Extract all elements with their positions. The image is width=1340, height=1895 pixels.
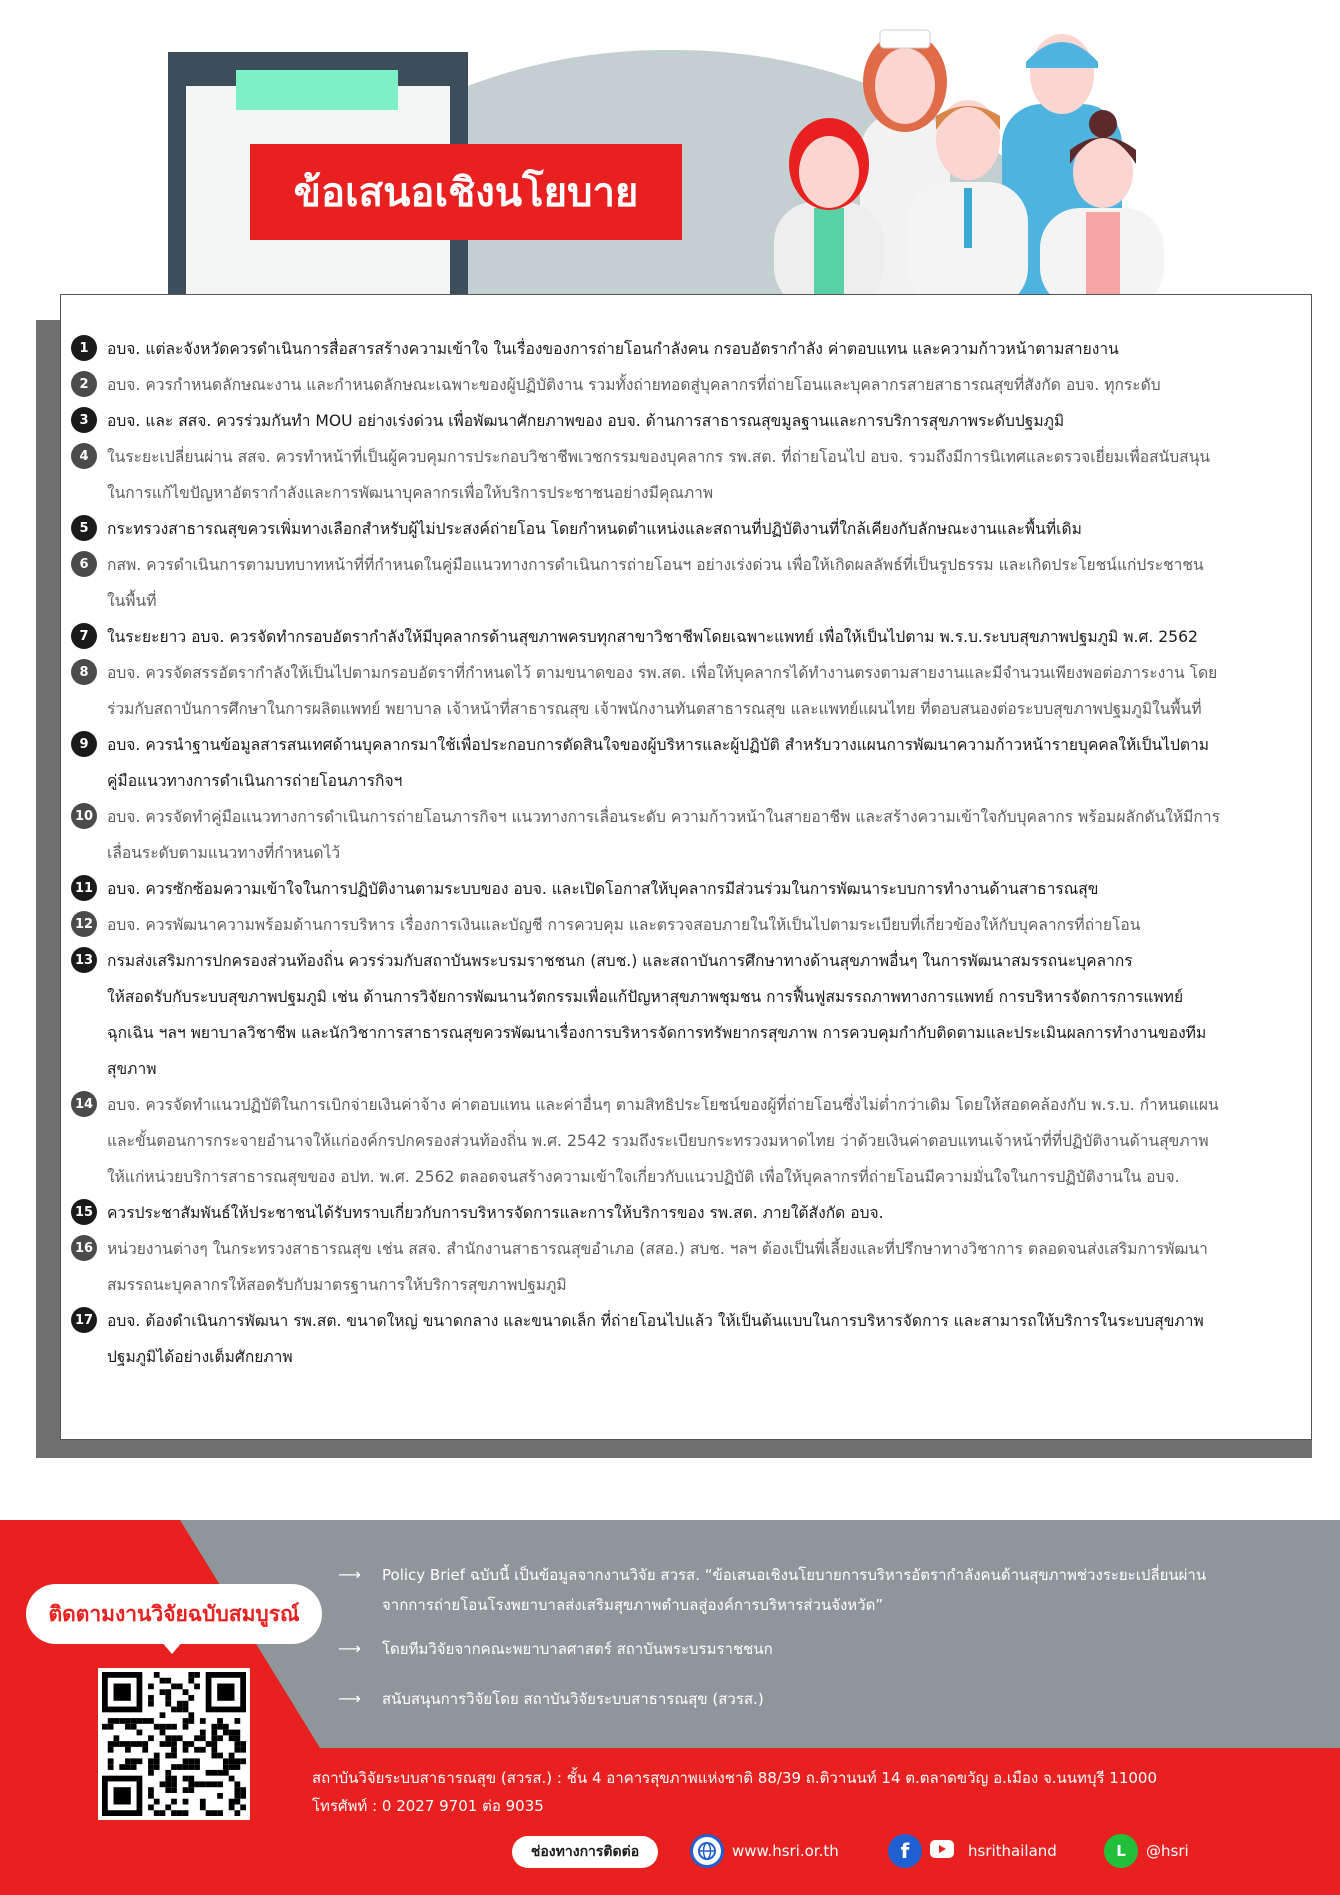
policy-item-text	[107, 331, 1297, 367]
policy-item-text	[107, 655, 1297, 727]
address-line: สถาบันวิจัยระบบสาธารณสุข (สวรส.) : ชั้น 4 อาคารสุขภาพแห่งชาติ 88/39 ถ.ติวานนท์ 14 ต.ตลาดขวัญ อ.เมือง จ.นนทบุรี 11000	[312, 1769, 1158, 1787]
policy-item-line: อบจ. ควรซักซ้อมความเข้าใจในการปฏิบัติงานตามระบบของ อบจ. และเปิดโอกาสให้บุคลากรมีส่วนร่วมในการพัฒนาระบบการทำงานด้านสาธารณสุข	[107, 880, 1099, 898]
policy-item-line: อบจ. ควรกำหนดลักษณะงาน และกำหนดลักษณะเฉพาะของผู้ปฏิบัติงาน รวมทั้งถ่ายทอดสู่บุคลากรที่ถ่ายโอนและบุคลากรสายสาธารณสุขที่สังกัด อบจ. ทุกระดับ	[107, 376, 1161, 394]
policy-item-15	[71, 1195, 1297, 1231]
policy-item-text	[107, 1303, 1297, 1375]
policy-item-line: อบจ. ควรจัดทำคู่มือแนวทางการดำเนินการถ่ายโอนภารกิจฯ แนวทางการเลื่อนระดับ ความก้าวหน้าในสายอาชีพ และสร้างความเข้าใจกับบุคลากร พร้อมผลักดันให้มีการ	[107, 808, 1221, 826]
follow-research-button[interactable]	[26, 1584, 322, 1644]
policy-item-line: กสพ. ควรดำเนินการตามบทบาทหน้าที่ที่กำหนดในคู่มือแนวทางการดำเนินการถ่ายโอนฯ อย่างเร่งด่วน เพื่อให้เกิดผลลัพธ์ที่เป็นรูปธรรม และเกิดประโยชน์แก่ประชาชน	[107, 556, 1204, 574]
clipboard-clip	[236, 70, 398, 110]
follow-research-label: ติดตามงานวิจัยฉบับสมบูรณ์	[48, 1601, 300, 1626]
item-number-badge: 2	[71, 371, 97, 397]
globe-icon[interactable]	[690, 1834, 724, 1868]
policy-item-line: กระทรวงสาธารณสุขควรเพิ่มทางเลือกสำหรับผู้ไม่ประสงค์ถ่ายโอน โดยกำหนดตำแหน่งและสถานที่ปฏิบัติงานที่ใกล้เคียงกับลักษณะงานและพื้นที่เดิม	[107, 520, 1082, 538]
item-number-badge: 1	[71, 335, 97, 361]
policy-item-10	[71, 799, 1297, 871]
policy-item-line: ควรประชาสัมพันธ์ให้ประชาชนได้รับทราบเกี่ยวกับการบริหารจัดการและการให้บริการของ รพ.สต. ภายใต้สังกัด อบจ.	[107, 1204, 884, 1222]
policy-items-list	[71, 331, 1297, 1375]
social-handle-link[interactable]: hsrithailand	[968, 1842, 1057, 1860]
policy-item-text	[107, 1087, 1297, 1195]
brief-line-3	[338, 1684, 764, 1714]
policy-item-1	[71, 331, 1297, 367]
line-id-link[interactable]: @hsri	[1146, 1842, 1189, 1860]
policy-item-text	[107, 547, 1297, 619]
policy-item-text	[107, 619, 1297, 655]
arrow-right-icon: ⟶	[338, 1639, 361, 1658]
policy-item-7	[71, 619, 1297, 655]
policy-item-line: ในการแก้ไขปัญหาอัตรากำลังและการพัฒนาบุคลากรเพื่อให้บริการประชาชนอย่างมีคุณภาพ	[107, 484, 714, 502]
website-link[interactable]: www.hsri.or.th	[732, 1842, 839, 1860]
policy-item-16	[71, 1231, 1297, 1303]
policy-item-line: อบจ. ต้องดำเนินการพัฒนา รพ.สต. ขนาดใหญ่ ขนาดกลาง และขนาดเล็ก ที่ถ่ายโอนไปแล้ว ให้เป็นต้นแบบในการบริหารจัดการ และสามารถให้บริการในระบบสุขภาพ	[107, 1312, 1204, 1330]
policy-item-2	[71, 367, 1297, 403]
contact-channels-label-pill	[512, 1836, 658, 1868]
item-number-badge: 14	[71, 1091, 97, 1117]
arrow-right-icon: ⟶	[338, 1565, 361, 1584]
qr-code-icon[interactable]	[98, 1668, 250, 1820]
line-app-icon[interactable]: L	[1104, 1834, 1138, 1868]
item-number-badge: 13	[71, 947, 97, 973]
policy-item-line: สมรรถนะบุคลากรให้สอดรับกับมาตรฐานการให้บริการสุขภาพปฐมภูมิ	[107, 1276, 567, 1294]
policy-item-text	[107, 439, 1297, 511]
policy-item-line: เลื่อนระดับตามแนวทางที่กำหนดไว้	[107, 844, 341, 862]
policy-item-text	[107, 367, 1297, 403]
policy-item-text	[107, 871, 1297, 907]
policy-item-4	[71, 439, 1297, 511]
facebook-icon[interactable]: f	[888, 1834, 922, 1868]
brief-text-1a: Policy Brief ฉบับนี้ เป็นข้อมูลจากงานวิจัย สวรส. “ข้อเสนอเชิงนโยบายการบริหารอัตรากำลังคนด้านสุขภาพช่วงระยะเปลี่ยนผ่าน	[382, 1566, 1207, 1584]
policy-item-line: กรมส่งเสริมการปกครองส่วนท้องถิ่น ควรร่วมกับสถาบันพระบรมราชชนก (สบช.) และสถาบันการศึกษาทางด้านสุขภาพอื่นๆ ในการพัฒนาสมรรถนะบุคลากร	[107, 952, 1133, 970]
policy-item-text	[107, 1231, 1297, 1303]
policy-item-text	[107, 907, 1297, 943]
policy-item-12	[71, 907, 1297, 943]
item-number-badge: 4	[71, 443, 97, 469]
policy-item-line: อบจ. ควรจัดทำแนวปฏิบัติในการเบิกจ่ายเงินค่าจ้าง ค่าตอบแทน และค่าอื่นๆ ตามสิทธิประโยชน์ของผู้ที่ถ่ายโอนซึ่งไม่ต่ำกว่าเดิม โดยให้สอดคล้องกับ พ.ร.บ. กำหนดแผน	[107, 1096, 1219, 1114]
qr-code-graphic	[98, 1668, 250, 1820]
policy-item-11	[71, 871, 1297, 907]
policy-item-line: อบจ. ควรนำฐานข้อมูลสารสนเทศด้านบุคลากรมาใช้เพื่อประกอบการตัดสินใจของผู้บริหารและผู้ปฏิบัติ สำหรับวางแผนการพัฒนาความก้าวหน้ารายบุคคลให้เป็นไปตาม	[107, 736, 1210, 754]
item-number-badge: 12	[71, 911, 97, 937]
policy-item-line: หน่วยงานต่างๆ ในกระทรวงสาธารณสุข เช่น สสจ. สำนักงานสาธารณสุขอำเภอ (สสอ.) สบช. ฯลฯ ต้องเป็นพี่เลี้ยงและที่ปรึกษาทางวิชาการ ตลอดจนส่งเสริมการพัฒนา	[107, 1240, 1208, 1258]
policy-item-13	[71, 943, 1297, 1087]
policy-item-line: ให้แก่หน่วยบริการสาธารณสุขของ อปท. พ.ศ. 2562 ตลอดจนสร้างความเข้าใจเกี่ยวกับแนวปฏิบัติ เพื่อให้บุคลากรที่ถ่ายโอนมีความมั่นใจในการปฏิบัติงานใน อบจ.	[107, 1168, 1180, 1186]
item-number-badge: 15	[71, 1199, 97, 1225]
item-number-badge: 16	[71, 1235, 97, 1261]
brief-text-1b: จากการถ่ายโอนโรงพยาบาลส่งเสริมสุขภาพตำบลสู่องค์การบริหารส่วนจังหวัด”	[382, 1596, 884, 1614]
item-number-badge: 6	[71, 551, 97, 577]
item-number-badge: 3	[71, 407, 97, 433]
policy-item-text	[107, 799, 1297, 871]
policy-item-line: อบจ. ควรพัฒนาความพร้อมด้านการบริหาร เรื่องการเงินและบัญชี การควบคุม และตรวจสอบภายในให้เป็นไปตามระเบียบที่เกี่ยวข้องให้กับบุคลากรที่ถ่ายโอน	[107, 916, 1141, 934]
follow-pill-tail	[160, 1640, 184, 1654]
policy-item-text	[107, 727, 1297, 799]
item-number-badge: 8	[71, 659, 97, 685]
policy-item-text	[107, 511, 1297, 547]
policy-item-line: ในระยะเปลี่ยนผ่าน สสจ. ควรทำหน้าที่เป็นผู้ควบคุมการประกอบวิชาชีพเวชกรรมของบุคลากร รพ.สต. ที่ถ่ายโอนไป อบจ. รวมถึงมีการนิเทศและตรวจเยี่ยมเพื่อสนับสนุน	[107, 448, 1211, 466]
item-number-badge: 11	[71, 875, 97, 901]
item-number-badge: 5	[71, 515, 97, 541]
brief-line-1	[338, 1560, 1206, 1620]
policy-item-line: อบจ. ควรจัดสรรอัตรากำลังให้เป็นไปตามกรอบอัตราที่กำหนดไว้ ตามขนาดของ รพ.สต. เพื่อให้บุคลากรได้ทำงานตรงตามสายงานและมีจำนวนเพียงพอต่อภาระงาน โดย	[107, 664, 1218, 682]
policy-item-8	[71, 655, 1297, 727]
policy-item-line: สุขภาพ	[107, 1060, 157, 1078]
item-number-badge: 17	[71, 1307, 97, 1333]
policy-item-line: ในระยะยาว อบจ. ควรจัดทำกรอบอัตรากำลังให้มีบุคลากรด้านสุขภาพครบทุกสาขาวิชาชีพโดยเฉพาะแพทย์ เพื่อให้เป็นไปตาม พ.ร.บ.ระบบสุขภาพปฐมภูมิ พ.ศ. 2562	[107, 628, 1198, 646]
policy-item-line: อบจ. และ สสจ. ควรร่วมกันทำ MOU อย่างเร่งด่วน เพื่อพัฒนาศักยภาพของ อบจ. ด้านการสาธารณสุขมูลฐานและการบริการสุขภาพระดับปฐมภูมิ	[107, 412, 1065, 430]
youtube-icon[interactable]	[930, 1840, 954, 1858]
arrow-right-icon: ⟶	[338, 1689, 361, 1708]
item-number-badge: 10	[71, 803, 97, 829]
health-workers-illustration	[740, 12, 1340, 308]
contact-channels-label: ช่องทางการติดต่อ	[530, 1844, 640, 1860]
policy-item-text	[107, 1195, 1297, 1231]
item-number-badge: 9	[71, 731, 97, 757]
page-title: ข้อเสนอเชิงนโยบาย	[293, 170, 639, 216]
title-banner	[250, 144, 682, 240]
policy-item-3	[71, 403, 1297, 439]
policy-item-line: ให้สอดรับกับระบบสุขภาพปฐมภูมิ เช่น ด้านการวิจัยการพัฒนานวัตกรรมเพื่อแก้ปัญหาสุขภาพชุมชน การฟื้นฟูสมรรถภาพทางการแพทย์ การบริหารจัดการการแพทย์	[107, 988, 1184, 1006]
policy-item-17	[71, 1303, 1297, 1375]
item-number-badge: 7	[71, 623, 97, 649]
brief-line-2	[338, 1634, 773, 1664]
brief-text-2: โดยทีมวิจัยจากคณะพยาบาลศาสตร์ สถาบันพระบรมราชชนก	[382, 1640, 773, 1658]
policy-item-text	[107, 403, 1297, 439]
policy-item-line: อบจ. แต่ละจังหวัดควรดำเนินการสื่อสารสร้างความเข้าใจ ในเรื่องของการถ่ายโอนกำลังคน กรอบอัตรากำลัง ค่าตอบแทน และความก้าวหน้าตามสายงาน	[107, 340, 1119, 358]
policy-list-card	[60, 294, 1312, 1440]
policy-item-line: ในพื้นที่	[107, 592, 157, 610]
brief-text-3: สนับสนุนการวิจัยโดย สถาบันวิจัยระบบสาธารณสุข (สวรส.)	[382, 1690, 764, 1708]
policy-item-14	[71, 1087, 1297, 1195]
policy-item-line: ฉุกเฉิน ฯลฯ พยาบาลวิชาชีพ และนักวิชาการสาธารณสุขควรพัฒนาเรื่องการบริหารจัดการทรัพยากรสุขภาพ การควบคุมกำกับติดตามและประเมินผลการทำงานของทีม	[107, 1024, 1207, 1042]
contact-channels	[0, 1826, 1340, 1878]
contact-address	[312, 1764, 1312, 1820]
policy-item-text	[107, 943, 1297, 1087]
policy-item-line: ร่วมกับสถาบันการศึกษาในการผลิตแพทย์ พยาบาล เจ้าหน้าที่สาธารณสุข เจ้าพนักงานทันตสาธารณสุข และแพทย์แผนไทย ที่ตอบสนองต่อระบบสุขภาพปฐมภูมิในพื้นที่	[107, 700, 1202, 718]
phone-line: โทรศัพท์ : 0 2027 9701 ต่อ 9035	[312, 1797, 544, 1815]
policy-item-line: และขั้นตอนการกระจายอำนาจให้แก่องค์กรปกครองส่วนท้องถิ่น พ.ศ. 2542 รวมถึงระเบียบกระทรวงมหาดไทย ว่าด้วยเงินค่าตอบแทนเจ้าหน้าที่ที่ปฏิบัติงานด้านสุขภาพ	[107, 1132, 1209, 1150]
policy-item-line: ปฐมภูมิได้อย่างเต็มศักยภาพ	[107, 1348, 293, 1366]
policy-item-5	[71, 511, 1297, 547]
policy-item-9	[71, 727, 1297, 799]
policy-item-6	[71, 547, 1297, 619]
policy-item-line: คู่มือแนวทางการดำเนินการถ่ายโอนภารกิจฯ	[107, 772, 403, 790]
